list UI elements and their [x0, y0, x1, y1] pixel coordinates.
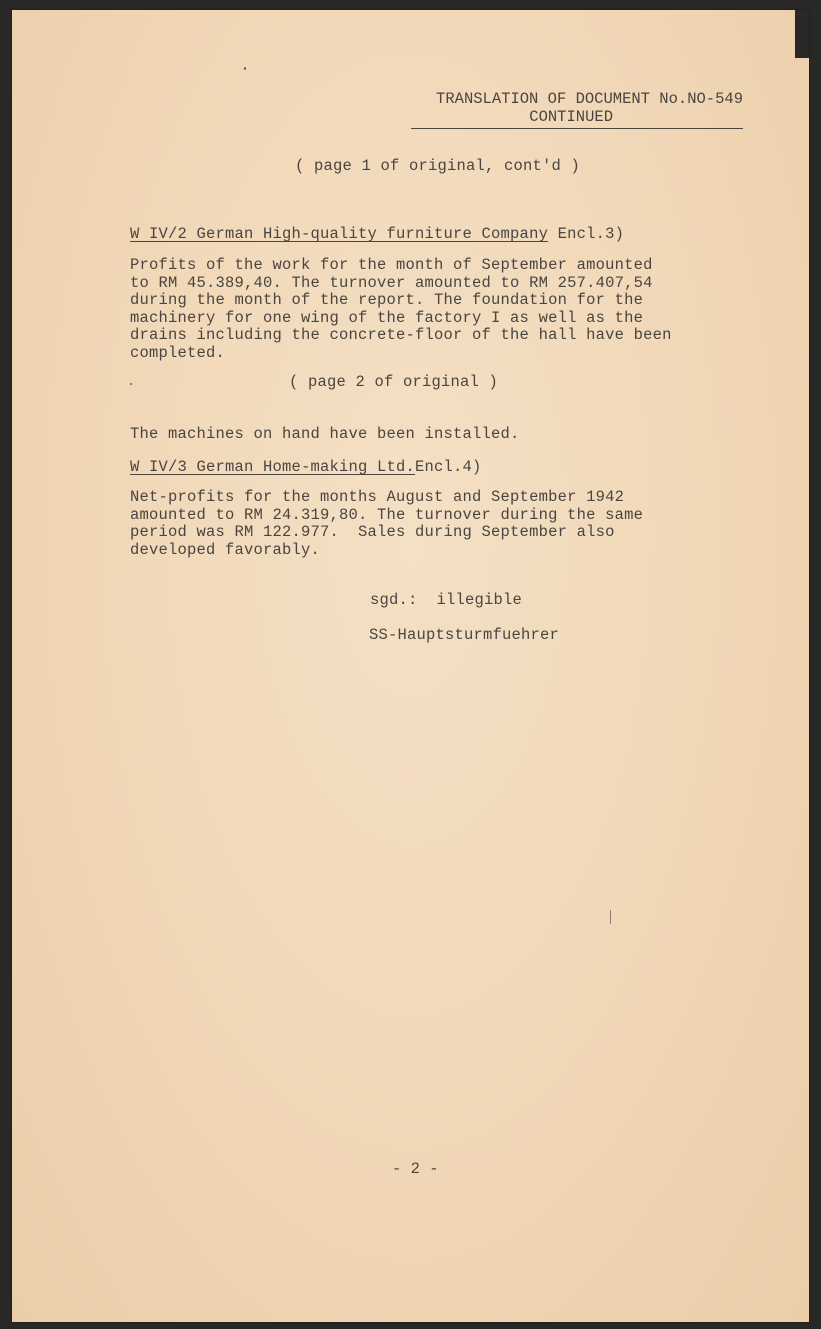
- paper-mark: [610, 910, 611, 924]
- section-2-body: [130, 489, 643, 559]
- paper-edge-notch: [795, 10, 809, 58]
- section-1-line: completed.: [130, 343, 226, 362]
- document-header: [411, 90, 743, 129]
- section-2-line: Net-profits for the months August and September 1942: [130, 488, 625, 506]
- document-page: [12, 10, 809, 1322]
- page-reference-1: ( page 1 of original, cont'd ): [295, 157, 581, 175]
- section-2-line: period was RM 122.977. Sales during September also: [130, 523, 615, 542]
- section-1-line: to RM 45.389,40. The turnover amounted to RM 257.407,54: [130, 273, 653, 292]
- section-2-line: developed favorably.: [130, 540, 321, 559]
- section-2-heading: W IV/3 German Home-making Ltd.: [130, 458, 416, 476]
- section-1-line: during the month of the report. The foundation for the: [130, 291, 644, 310]
- section-2-line: amounted to RM 24.319,80. The turnover during the same: [130, 505, 644, 524]
- section-1-line: machinery for one wing of the factory I as well as the: [130, 308, 644, 327]
- signature-rank: SS-Hauptsturmfuehrer: [369, 626, 560, 644]
- section-1-heading: W IV/2 German High-quality furniture Company: [130, 225, 549, 243]
- page-reference-2: ( page 2 of original ): [289, 373, 499, 391]
- section-1-heading-row: [130, 224, 624, 244]
- signature-line: sgd.: illegible: [370, 591, 523, 609]
- section-1-line: Profits of the work for the month of September amounted: [130, 256, 653, 274]
- section-2-heading-row: [130, 457, 482, 477]
- header-title: TRANSLATION OF DOCUMENT No.NO-549: [436, 90, 743, 108]
- section-1-body: [130, 257, 672, 363]
- section-2-enclosure: Encl.4): [415, 458, 482, 476]
- machines-installed-line: The machines on hand have been installed.: [130, 425, 520, 443]
- section-1-line: drains including the concrete-floor of the hall have been: [130, 326, 672, 345]
- header-continued: CONTINUED: [529, 108, 613, 126]
- paper-speck: [244, 67, 246, 70]
- paper-speck: [130, 383, 132, 385]
- header-underline: [411, 128, 743, 129]
- page-number: - 2 -: [392, 1160, 439, 1178]
- section-1-enclosure: Encl.3): [548, 225, 625, 243]
